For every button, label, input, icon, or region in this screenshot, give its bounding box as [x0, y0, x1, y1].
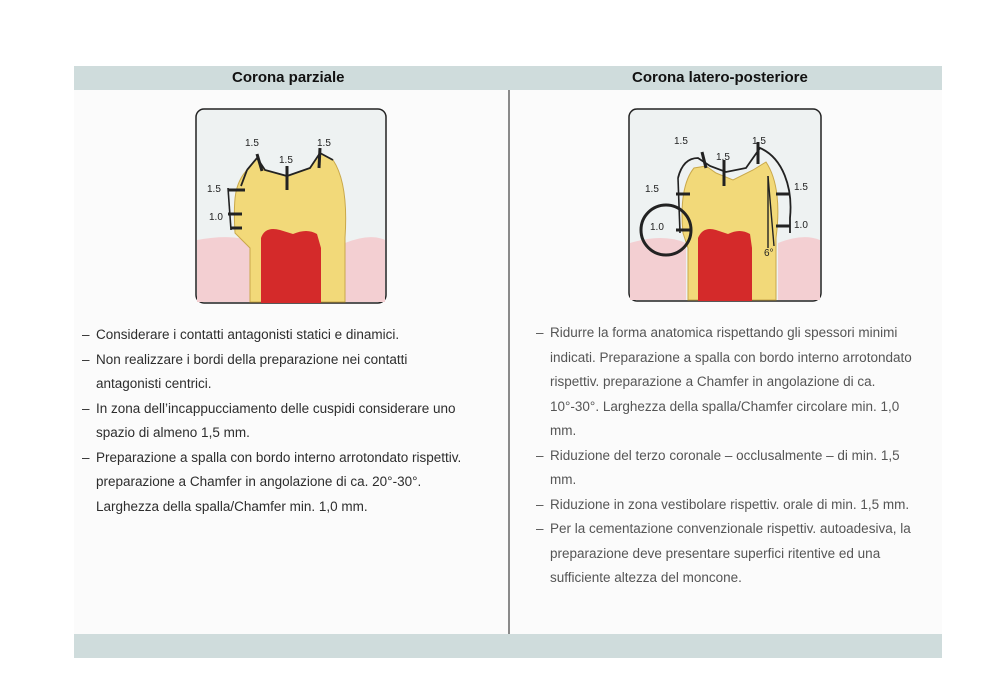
- list-item: – Per la cementazione convenzionale rispettiv. autoadesiva, la preparazione deve presentare superfici ritentive ed una sufficiente altezza del moncone.: [536, 517, 928, 591]
- list-item: – Preparazione a spalla con bordo interno arrotondato rispettiv. preparazione a Chamfer in angolazione di ca. 20°-30°. Larghezza della spalla/Chamfer min. 1,0 mm.: [82, 446, 474, 520]
- list-item: – Riduzione del terzo coronale – occlusalmente – di min. 1,5 mm.: [536, 444, 928, 493]
- footer-band: [74, 634, 942, 658]
- column-divider: [508, 90, 510, 634]
- list-item: – In zona dell’incappucciamento delle cuspidi considerare uno spazio di almeno 1,5 mm.: [82, 397, 474, 446]
- label-5: 1.0: [209, 212, 223, 223]
- label-1: 1.5: [674, 136, 688, 147]
- list-item: – Ridurre la forma anatomica rispettando gli spessori minimi indicati. Preparazione a spalla con bordo interno arrotondato rispettiv. preparazione a Chamfer in angolazione di ca. 10°-30°. Larghezza della spalla/Chamfer circolare min. 1,0 mm.: [536, 321, 928, 444]
- label-1: 1.5: [245, 138, 259, 149]
- label-7: 1.0: [794, 220, 808, 231]
- label-4: 1.5: [207, 184, 221, 195]
- left-bullet-list: [82, 323, 474, 519]
- label-4: 1.5: [645, 184, 659, 195]
- label-6: 1.0: [650, 222, 664, 233]
- list-item: – Considerare i contatti antagonisti statici e dinamici.: [82, 323, 474, 348]
- right-bullet-list: [536, 321, 928, 591]
- label-3: 1.5: [317, 138, 331, 149]
- label-5: 1.5: [794, 182, 808, 193]
- list-item: – Non realizzare i bordi della preparazione nei contatti antagonisti centrici.: [82, 348, 474, 397]
- label-2: 1.5: [716, 152, 730, 163]
- right-title: Corona latero-posteriore: [632, 69, 808, 86]
- label-2: 1.5: [279, 155, 293, 166]
- list-item: – Riduzione in zona vestibolare rispettiv. orale di min. 1,5 mm.: [536, 493, 928, 518]
- header-band: [74, 66, 942, 90]
- label-8: 6°: [764, 248, 774, 259]
- left-title: Corona parziale: [232, 69, 345, 86]
- partial-crown-diagram: [195, 108, 387, 304]
- label-3: 1.5: [752, 136, 766, 147]
- posterior-crown-diagram: [628, 108, 822, 302]
